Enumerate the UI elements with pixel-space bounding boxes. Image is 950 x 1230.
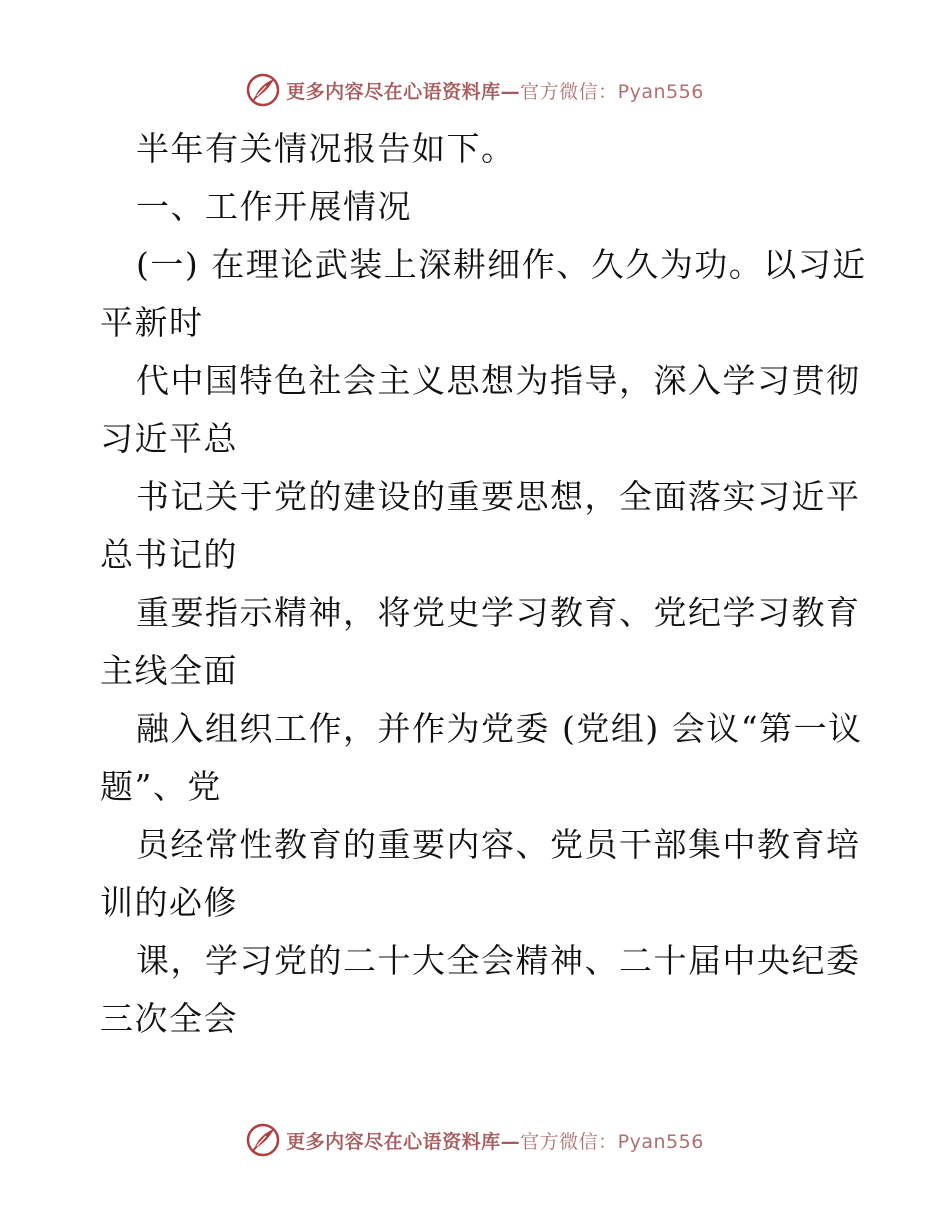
section-heading: 一、工作开展情况 (136, 187, 412, 226)
wechat-id: 官方微信：Pyan556 (520, 80, 704, 103)
banner-separator: — (500, 1130, 521, 1153)
banner-text (286, 1127, 704, 1154)
feather-pen-logo-icon (246, 73, 280, 107)
text-line: 习近平总 (100, 419, 238, 458)
text-line: 代中国特色社会主义思想为指导，深入学习贯彻 (136, 361, 861, 400)
text-line: 平新时 (100, 303, 204, 342)
text-line: 训的必修 (100, 883, 238, 922)
text-line: 三次全会 (100, 999, 238, 1038)
text-line: 半年有关情况报告如下。 (136, 129, 516, 168)
document-body (100, 120, 867, 1048)
banner-separator: — (500, 80, 521, 103)
site-name: 更多内容尽在心语资料库 (286, 80, 501, 103)
text-line: 融入组织工作，并作为党委 (党组) 会议“第一议 (136, 709, 863, 748)
text-line: 课，学习党的二十大全会精神、二十届中央纪委 (136, 941, 861, 980)
text-line: 总书记的 (100, 535, 238, 574)
wechat-id: 官方微信：Pyan556 (520, 1130, 704, 1153)
text-line: 员经常性教育的重要内容、党员干部集中教育培 (136, 825, 861, 864)
footer-banner (0, 1120, 950, 1160)
banner-text (286, 77, 704, 104)
feather-pen-logo-icon (246, 1123, 280, 1157)
header-banner (0, 70, 950, 110)
site-name: 更多内容尽在心语资料库 (286, 1130, 501, 1153)
text-line: 书记关于党的建设的重要思想，全面落实习近平 (136, 477, 861, 516)
text-line: 主线全面 (100, 651, 238, 690)
text-line: (一) 在理论武装上深耕细作、久久为功。以习近 (136, 245, 867, 284)
text-line: 题”、党 (100, 767, 222, 806)
text-line: 重要指示精神，将党史学习教育、党纪学习教育 (136, 593, 861, 632)
